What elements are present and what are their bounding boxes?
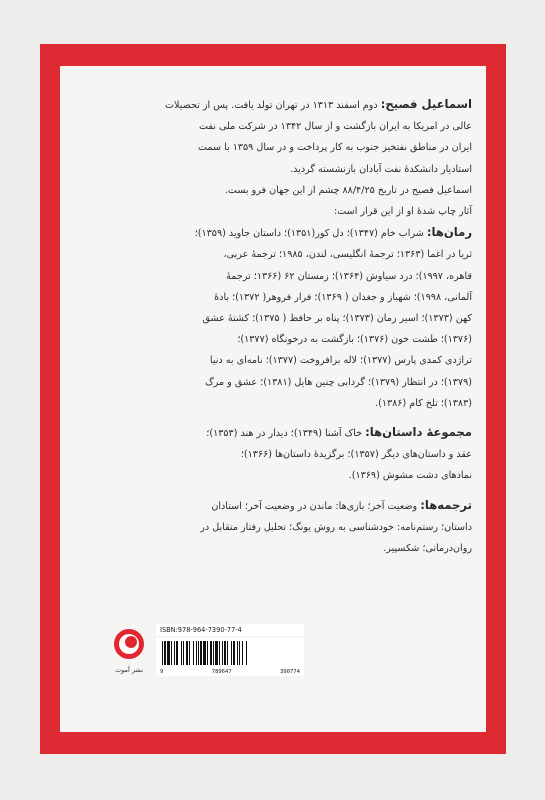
barcode-bar <box>203 641 206 665</box>
translations-first-line: ترجمه‌ها: وضعیت آخر؛ بازی‌ها: ماندن در وضعیت آخر؛ استادان <box>211 497 472 512</box>
novels-line: قاهره، ۱۹۹۷)؛ درد سیاوش (۱۳۶۴)؛ زمستان ۶۲ (۱۳۶۶؛ ترجمهٔ <box>226 270 472 282</box>
barcode-bar <box>207 641 208 665</box>
barcode-bars <box>160 641 300 665</box>
barcode-bar <box>186 641 188 665</box>
barcode-bar <box>196 641 197 665</box>
barcode-bar <box>222 641 223 665</box>
text-panel <box>60 66 486 732</box>
barcode-bar <box>242 641 243 665</box>
stories-heading: مجموعهٔ داستان‌ها: <box>365 425 472 440</box>
barcode-bar <box>174 641 175 665</box>
barcode-bar <box>183 641 184 665</box>
barcode-bar <box>193 641 194 665</box>
bio-first-line: اسماعیل فصیح: دوم اسفند ۱۳۱۳ در تهران تولد یافت. پس از تحصیلات <box>164 97 472 111</box>
novels-first-line: رمان‌ها: شراب خام (۱۳۴۷)؛ دل کور(۱۳۵۱)؛ داستان جاوید (۱۳۵۹)؛ <box>194 225 472 240</box>
publisher-logo-text: نشر آموت <box>114 666 144 674</box>
barcode-bar <box>210 641 212 665</box>
barcode-bar <box>231 641 232 665</box>
novels-line: ثریا در اغما (۱۳۶۳؛ ترجمهٔ انگلیسی، لندن، ۱۹۸۵؛ ترجمهٔ عربی، <box>223 249 472 261</box>
barcode-bar <box>200 641 202 665</box>
barcode-bar <box>215 641 218 665</box>
barcode-bar <box>189 641 190 665</box>
novels-line: (۱۳۷۹)؛ در انتظار (۱۳۷۹)؛ گردابی چنین هایل (۱۳۸۱)؛ عشق و مرگ <box>205 376 472 388</box>
barcode-bar <box>219 641 220 665</box>
novels-line: (۱۳۷۶)؛ طشت خون (۱۳۷۶)؛ بازگشت به درخونگاه (۱۳۷۷)؛ <box>237 334 472 346</box>
barcode-bar <box>237 641 238 665</box>
barcode-bar <box>167 641 170 665</box>
author-name: اسماعیل فصیح: <box>380 97 472 111</box>
cover-text <box>74 94 472 559</box>
barcode-right-digits: 390774 <box>280 669 300 675</box>
barcode-bar <box>246 641 247 665</box>
novels-line: تراژدی کمدی پارس (۱۳۷۷)؛ لاله برافروخت (۱۳۷۷)؛ نامه‌ای به دنیا <box>209 355 472 367</box>
translations-line: داستان؛ رستم‌نامه: خودشناسی به روش یونگ؛ تحلیل رفتار متقابل در <box>200 521 472 533</box>
bio-line: استادیار دانشکدهٔ نفت آبادان بازنشسته گردید. <box>290 163 472 175</box>
barcode-bar <box>227 641 228 665</box>
novels-line: آلمانی، ۱۹۹۸)؛ شهباز و جغدان ( ۱۳۶۹)؛ فرار فروهر( ۱۳۷۲)؛ بادهٔ <box>214 291 472 303</box>
barcode-bar <box>239 641 240 665</box>
barcode-digits <box>160 669 300 675</box>
barcode-bar <box>198 641 199 665</box>
bio-line: ایران در مناطق نفتخیز جنوب به کار پرداخت و در سال ۱۳۵۹ با سمت <box>198 142 472 154</box>
stories-line: عقد و داستان‌های دیگر (۱۳۵۷)؛ برگزیدهٔ داستان‌ها (۱۳۶۶)؛ <box>240 449 472 461</box>
barcode-bar <box>224 641 226 665</box>
barcode <box>156 638 304 676</box>
barcode-lead-digit: 9 <box>160 669 164 675</box>
novels-line: کهن (۱۳۷۳)؛ اسیر زمان (۱۳۷۳)؛ پناه بر حافظ ( ۱۳۷۵)؛ کشتهٔ عشق <box>202 313 472 325</box>
barcode-bar <box>233 641 235 665</box>
barcode-bar <box>164 641 166 665</box>
stories-line: نمادهای دشت مشوش (۱۳۶۹). <box>348 470 472 482</box>
novels-heading: رمان‌ها: <box>426 225 472 240</box>
novels-line: (۱۳۸۳)؛ تلخ کام (۱۳۸۶). <box>375 397 472 409</box>
translations-line: روان‌درمانی؛ شکسپیر. <box>383 543 472 555</box>
barcode-bar <box>176 641 178 665</box>
barcode-left-digits: 789647 <box>211 669 232 675</box>
publisher-logo <box>112 626 146 680</box>
barcode-bar <box>171 641 172 665</box>
barcode-bar <box>181 641 182 665</box>
barcode-bar <box>162 641 163 665</box>
publisher-logo-icon <box>112 626 146 680</box>
translations-heading: ترجمه‌ها: <box>420 497 472 512</box>
isbn-label: ISBN:978-964-7390-77-4 <box>156 624 304 636</box>
works-intro: آثار چاپ شدهٔ او از این قرار است: <box>334 206 472 218</box>
death-note: اسماعیل فصیح در تاریخ ۸۸/۴/۲۵ چشم از این جهان فرو بست. <box>224 184 472 196</box>
stories-first-line: مجموعهٔ داستان‌ها: خاک آشنا (۱۳۴۹)؛ دیدار در هند (۱۳۵۳)؛ <box>206 425 472 440</box>
bio-line: عالی در امریکا به ایران بازگشت و از سال ۱۳۴۲ در شرکت ملی نفت <box>198 121 472 133</box>
barcode-bar <box>213 641 214 665</box>
